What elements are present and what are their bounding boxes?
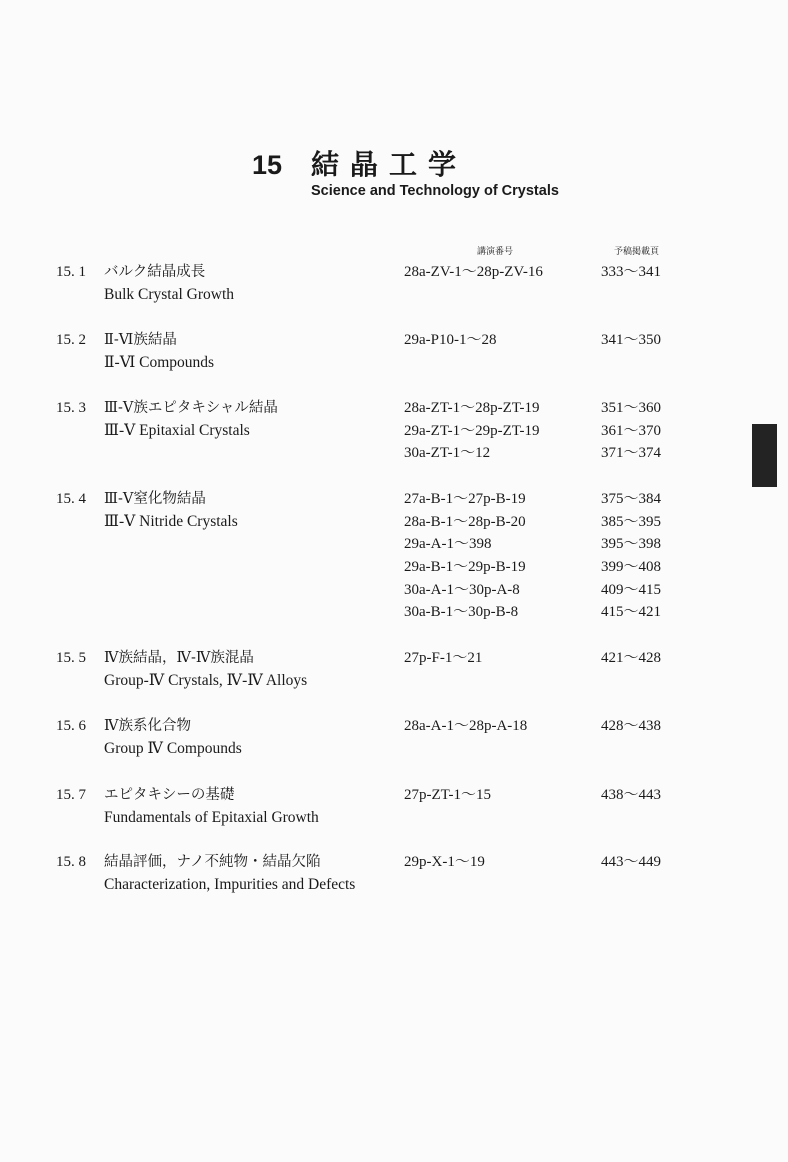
section-number: 15. 6 bbox=[56, 718, 86, 734]
section-title-ja: エピタキシーの基礎 bbox=[104, 787, 235, 803]
page-range: 371〜374 bbox=[601, 445, 662, 462]
chapter-number: 15 bbox=[252, 150, 283, 180]
section-title-ja: Ⅳ族系化合物 bbox=[104, 718, 191, 734]
session-code: 27p-ZT-1〜15 bbox=[404, 787, 491, 803]
session-code: 30a-B-1〜30p-B-8 bbox=[404, 604, 519, 621]
session-code: 29p-X-1〜19 bbox=[404, 854, 485, 870]
section-15-4 bbox=[0, 488, 788, 621]
page-range: 395〜398 bbox=[601, 536, 662, 553]
session-code: 28a-ZT-1〜28p-ZT-19 bbox=[404, 400, 540, 416]
session-code: 29a-P10-1〜28 bbox=[404, 332, 497, 348]
section-15-6 bbox=[0, 715, 788, 757]
section-number: 15. 5 bbox=[56, 650, 86, 666]
section-title-en: Ⅲ-Ⅴ Epitaxial Crystals bbox=[104, 421, 250, 439]
chapter-title-ja: 結晶工学 bbox=[311, 148, 468, 181]
session-code: 27p-F-1〜21 bbox=[404, 650, 483, 666]
section-title-en: Group-Ⅳ Crystals, Ⅳ-Ⅳ Alloys bbox=[104, 671, 308, 689]
section-title-en: Group Ⅳ Compounds bbox=[104, 739, 242, 757]
section-title-en: Fundamentals of Epitaxial Growth bbox=[104, 808, 319, 826]
session-code: 28a-B-1〜28p-B-20 bbox=[404, 513, 526, 530]
section-number: 15. 2 bbox=[56, 332, 86, 348]
header-pages: 予稿掲載頁 bbox=[614, 247, 660, 257]
section-15-5 bbox=[0, 647, 788, 689]
section-title-en: Bulk Crystal Growth bbox=[104, 285, 235, 303]
section-title-en: Ⅲ-Ⅴ Nitride Crystals bbox=[104, 512, 238, 530]
section-number: 15. 3 bbox=[56, 400, 86, 416]
session-code: 28a-A-1〜28p-A-18 bbox=[404, 718, 528, 734]
page-range: 428〜438 bbox=[601, 718, 662, 734]
header-session-code: 講演番号 bbox=[477, 247, 514, 257]
page-range: 385〜395 bbox=[601, 513, 662, 530]
page-range: 361〜370 bbox=[601, 422, 662, 439]
session-code: 30a-ZT-1〜12 bbox=[404, 445, 491, 462]
page-range: 438〜443 bbox=[601, 787, 662, 803]
page-range: 399〜408 bbox=[601, 559, 662, 576]
chapter-index-tab bbox=[752, 424, 777, 487]
section-title-en: Characterization, Impurities and Defects bbox=[104, 875, 356, 893]
section-number: 15. 1 bbox=[56, 264, 86, 280]
session-code: 28a-ZV-1〜28p-ZV-16 bbox=[404, 264, 543, 280]
section-title-en: Ⅱ-Ⅵ Compounds bbox=[104, 353, 215, 371]
section-15-2 bbox=[0, 329, 788, 371]
section-15-3 bbox=[0, 397, 788, 462]
page-range: 333〜341 bbox=[601, 264, 662, 280]
section-title-ja: バルク結晶成長 bbox=[104, 264, 206, 280]
section-title-ja: Ⅲ-Ⅴ族エピタキシャル結晶 bbox=[104, 400, 278, 416]
page-range: 443〜449 bbox=[601, 854, 662, 870]
section-title-ja: Ⅲ-Ⅴ窒化物結晶 bbox=[104, 491, 206, 507]
session-code: 29a-A-1〜398 bbox=[404, 536, 492, 553]
session-code: 29a-B-1〜29p-B-19 bbox=[404, 559, 526, 576]
session-code: 27a-B-1〜27p-B-19 bbox=[404, 491, 526, 507]
page-range: 341〜350 bbox=[601, 332, 662, 348]
section-title-ja: 結晶評価，ナノ不純物・結晶欠陥 bbox=[104, 854, 321, 870]
page-range: 351〜360 bbox=[601, 400, 662, 416]
section-15-1 bbox=[0, 261, 788, 303]
page-range: 415〜421 bbox=[601, 604, 662, 621]
section-title-ja: Ⅳ族結晶，Ⅳ-Ⅳ族混晶 bbox=[104, 650, 254, 666]
page-range: 375〜384 bbox=[601, 491, 662, 507]
section-15-7 bbox=[0, 784, 788, 826]
section-number: 15. 7 bbox=[56, 787, 86, 803]
section-title-ja: Ⅱ-Ⅵ族結晶 bbox=[104, 332, 177, 348]
page-range: 421〜428 bbox=[601, 650, 662, 666]
session-code: 30a-A-1〜30p-A-8 bbox=[404, 581, 520, 598]
page-range: 409〜415 bbox=[601, 581, 662, 598]
section-15-8 bbox=[0, 851, 788, 893]
chapter-title-en: Science and Technology of Crystals bbox=[311, 183, 559, 199]
session-code: 29a-ZT-1〜29p-ZT-19 bbox=[404, 422, 540, 439]
section-number: 15. 8 bbox=[56, 854, 86, 870]
section-number: 15. 4 bbox=[56, 491, 86, 507]
